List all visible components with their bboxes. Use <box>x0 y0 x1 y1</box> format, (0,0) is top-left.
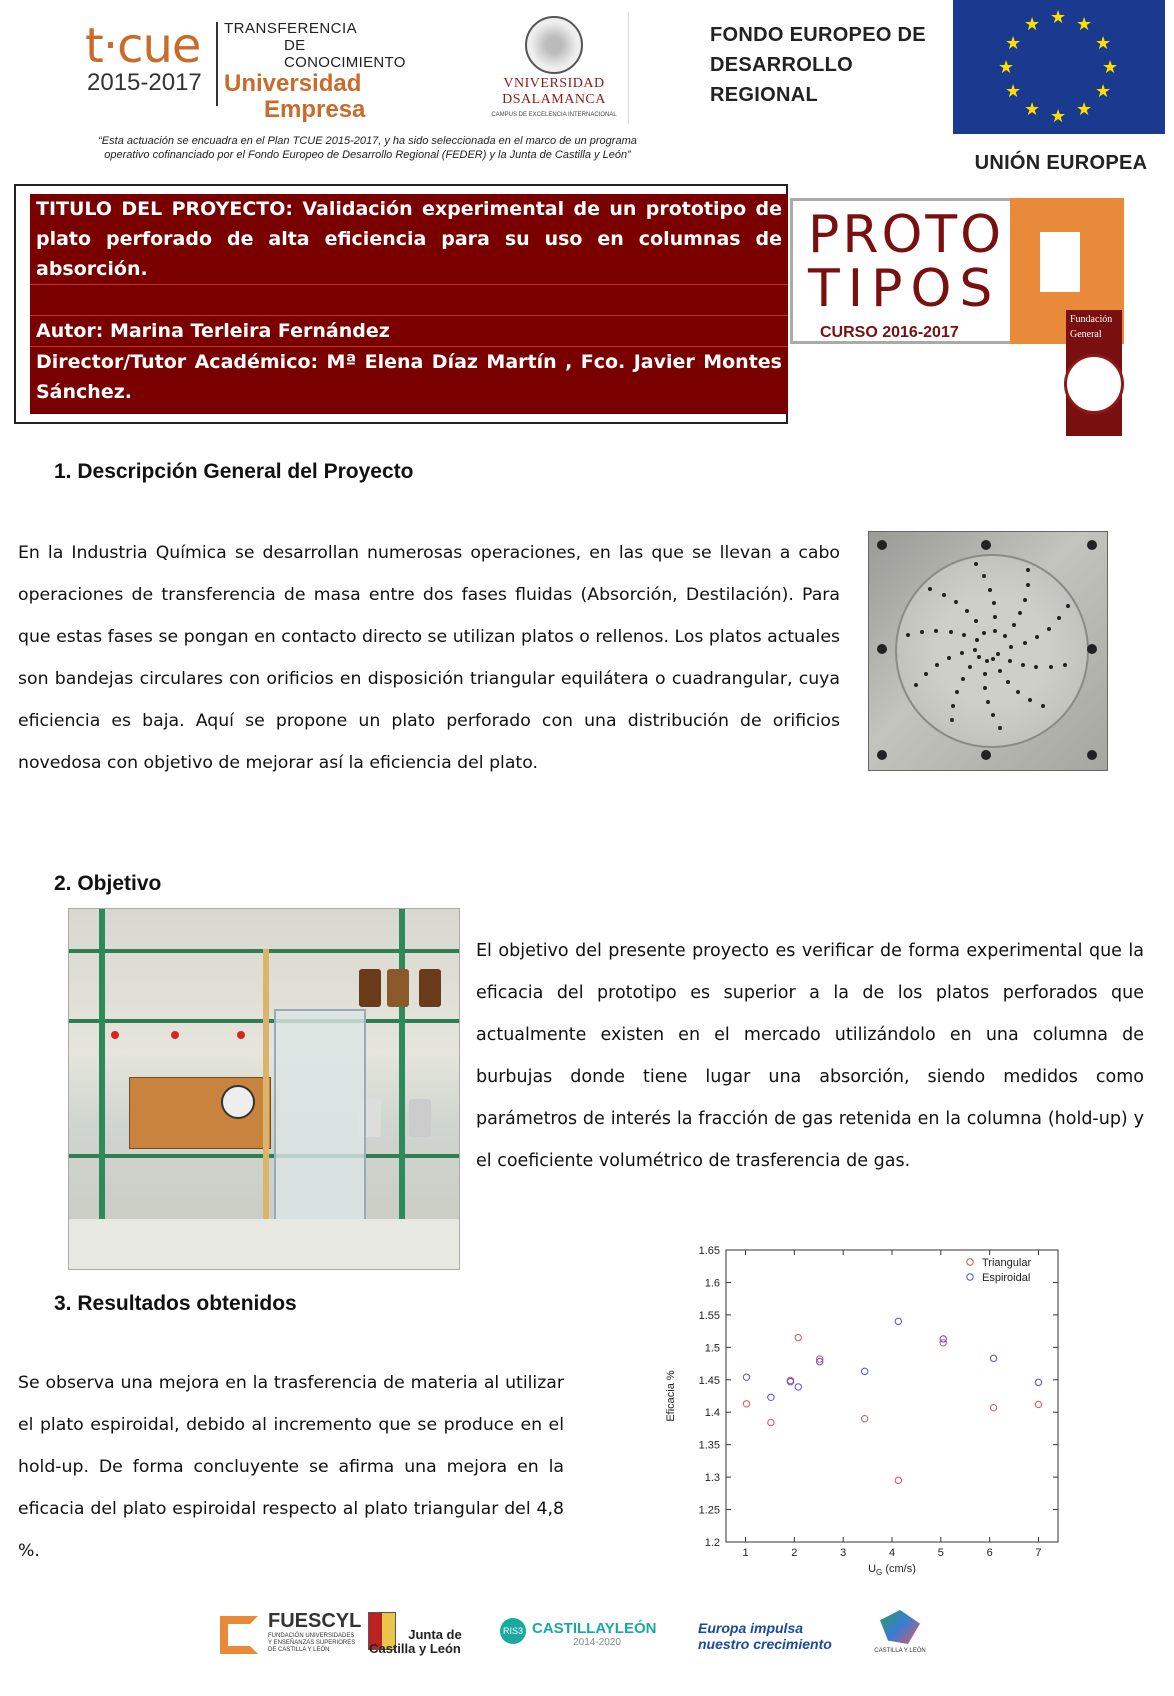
fuescyl-sub1: FUNDACIÓN UNIVERSIDADES <box>268 1633 355 1639</box>
plate-hole <box>983 686 987 690</box>
project-author: Autor: Marina Terleira Fernández <box>30 316 788 347</box>
eu-star-icon: ★ <box>1024 99 1041 119</box>
prototipos-word1: PROTO <box>808 205 1005 265</box>
measuring-rod <box>263 949 269 1219</box>
castilla-leon-icon <box>880 1610 920 1644</box>
university-seal-icon <box>525 16 583 74</box>
plate-hole <box>974 562 978 566</box>
tcue-text <box>224 20 414 123</box>
ris3-logo <box>532 1610 662 1666</box>
plate-hole <box>947 656 951 660</box>
red-valve-icon <box>171 1031 179 1039</box>
efficiency-chart <box>660 1240 1080 1580</box>
section-1-heading: 1. Descripción General del Proyecto <box>54 460 414 483</box>
plate-hole <box>950 718 954 722</box>
plate-hole <box>935 663 939 667</box>
plate-hole <box>1012 623 1016 627</box>
ris3-badge: RIS3 <box>500 1618 526 1644</box>
bottle <box>409 1099 431 1137</box>
bolt-icon <box>877 750 887 760</box>
bottle <box>359 969 381 1007</box>
fundacion-line1: Fundación <box>1070 314 1113 325</box>
plate-hole <box>1023 598 1027 602</box>
feder-line1: FONDO EUROPEO DE <box>710 24 926 46</box>
p-letter-stem <box>1010 198 1040 344</box>
junta-text <box>360 1627 470 1696</box>
plate-hole <box>1026 583 1030 587</box>
eu-flag-icon <box>953 0 1165 134</box>
bolt-icon <box>981 540 991 550</box>
plate-hole <box>998 726 1002 730</box>
perforated-plate-photo <box>868 531 1108 771</box>
eu-star-icon: ★ <box>1005 33 1022 53</box>
section-3-body-wrap <box>18 1362 564 1572</box>
plate-hole <box>998 669 1002 673</box>
fuescyl-sub3: DE CASTILLA Y LEÓN <box>268 1647 330 1653</box>
ris3-name: CASTILLAYLEÓN <box>532 1620 657 1637</box>
europa-line1: Europa impulsa <box>698 1620 804 1636</box>
bolt-icon <box>1087 644 1097 654</box>
x-tick-label: 5 <box>937 1547 944 1559</box>
plate-hole <box>1021 663 1025 667</box>
plate-hole <box>1049 665 1053 669</box>
plate-hole <box>1023 641 1027 645</box>
plate-hole <box>985 659 989 663</box>
bolt-icon <box>981 750 991 760</box>
lab-post <box>99 909 105 1269</box>
usal-name2: DSALAMANCA <box>502 92 606 107</box>
y-tick-label: 1.2 <box>704 1537 720 1549</box>
plate-hole <box>973 648 977 652</box>
plate-hole <box>982 631 986 635</box>
section-2-body-wrap <box>476 930 1144 1182</box>
tcue-line1: TRANSFERENCIA <box>224 20 358 37</box>
plate-hole <box>988 588 992 592</box>
plate-hole <box>1035 635 1039 639</box>
y-tick-label: 1.5 <box>704 1342 720 1355</box>
tcue-line3: Universidad <box>224 70 362 97</box>
junta-line1: Junta de <box>408 1627 462 1642</box>
project-title: TITULO DEL PROYECTO: Validación experimental de un prototipo de plato perforado de alta eficiencia para su uso en columnas de absorción. <box>30 194 788 285</box>
plate-hole <box>955 690 959 694</box>
tcue-line4: Empresa <box>264 96 366 123</box>
castilla-leon-logo <box>860 1610 940 1666</box>
x-tick-label: 6 <box>986 1547 993 1559</box>
plate-hole <box>928 587 932 591</box>
eu-star-icon: ★ <box>1005 81 1022 101</box>
tcue-line2: DE CONOCIMIENTO <box>284 37 406 71</box>
plot-area <box>726 1250 1058 1542</box>
y-tick-label: 1.45 <box>698 1374 720 1387</box>
usal-tagline: CAMPUS DE EXCELENCIA INTERNACIONAL <box>491 112 617 118</box>
junta-line2: Castilla y León <box>369 1641 461 1656</box>
plate-hole <box>949 630 953 634</box>
plate-hole <box>962 633 966 637</box>
fuescyl-icon <box>220 1610 264 1666</box>
eu-star-icon: ★ <box>1076 14 1093 34</box>
ris3-years: 2014-2020 <box>573 1637 621 1648</box>
fundacion-general-badge <box>1066 310 1122 436</box>
x-tick-label: 1 <box>742 1547 749 1559</box>
y-tick-label: 1.35 <box>698 1439 720 1452</box>
bolt-icon <box>1087 750 1097 760</box>
castilla-leon-text: CASTILLA Y LEÓN <box>874 1648 926 1654</box>
feder-line2: DESARROLLO <box>710 54 853 76</box>
usal-name1: VNIVERSIDAD <box>503 76 605 91</box>
fundacion-line2: General <box>1070 329 1102 340</box>
plate-hole <box>942 593 946 597</box>
prototipos-course: CURSO 2016-2017 <box>820 324 959 341</box>
lab-bench <box>69 1219 459 1269</box>
plate-circle <box>895 554 1089 748</box>
section-3-heading: 3. Resultados obtenidos <box>54 1292 297 1315</box>
section-2-body: El objetivo del presente proyecto es verificar de forma experimental que la eficacia del prototipo es superior a la de los platos perforados que actualmente existen en el mercado utilizándolo en una columna de burbujas donde tiene lugar una absorción, siendo medidos como parámetros de interés la fracción de gas retenida en la columna (hold-up) y el coeficiente volumétrico de trasferencia de gas. <box>476 941 1144 1171</box>
eu-star-icon: ★ <box>1095 33 1112 53</box>
bottle <box>419 969 441 1007</box>
plate-hole <box>1016 690 1020 694</box>
section-1-body: En la Industria Química se desarrollan numerosas operaciones, en las que se llevan a cabo operaciones de transferencia de masa entre dos fases fluidas (Absorción, Destilación). Para que estas fases se pongan en contacto directo se utilizan platos o rellenos. Los platos actuales son bandejas circulares con orificios en disposición triangular equilátera o cuadrangular, cuya eficiencia es baja. Aquí se propone un plato perforado con una distribución de orificios novedosa con objetivo de mejorar así la eficiencia del plato. <box>18 543 840 773</box>
funding-quote <box>45 134 690 162</box>
bolt-icon <box>1087 540 1097 550</box>
plate-hole <box>1063 663 1067 667</box>
project-title-box <box>14 184 788 424</box>
europa-line2: nuestro crecimiento <box>698 1636 832 1652</box>
funding-quote-line1: “Esta actuación se encuadra en el Plan TCUE 2015-2017, y ha sido seleccionada en el marco de un programa <box>98 135 637 147</box>
eu-star-icon: ★ <box>1050 7 1067 27</box>
lab-column-photo <box>68 908 460 1270</box>
section-2-heading: 2. Objetivo <box>54 872 162 895</box>
fuescyl-sub2: Y ENSEÑANZAS SUPERIORES <box>268 1640 356 1646</box>
eu-star-icon: ★ <box>1076 99 1093 119</box>
project-director: Director/Tutor Académico: Mª Elena Díaz Martín , Fco. Javier Montes Sánchez. <box>36 351 782 403</box>
eu-star-icon: ★ <box>1024 14 1041 34</box>
y-tick-label: 1.6 <box>704 1277 720 1290</box>
y-tick-label: 1.4 <box>704 1407 720 1420</box>
eu-star-icon: ★ <box>998 57 1015 77</box>
plate-hole <box>991 713 995 717</box>
eu-label: UNIÓN EUROPEA <box>974 152 1148 174</box>
bubble-column <box>274 1009 366 1238</box>
feder-line3: REGIONAL <box>710 84 818 106</box>
europa-impulsa-logo <box>676 1610 836 1666</box>
lab-post <box>399 909 405 1269</box>
bottle <box>387 969 409 1007</box>
x-tick-label: 3 <box>840 1547 847 1559</box>
y-tick-label: 1.3 <box>704 1472 720 1485</box>
plate-hole <box>960 651 964 655</box>
pressure-gauge-icon <box>221 1085 255 1119</box>
eu-star-icon: ★ <box>1095 81 1112 101</box>
x-tick-label: 4 <box>888 1547 896 1559</box>
red-valve-icon <box>111 1031 119 1039</box>
tcue-logo-years: 2015-2017 <box>87 69 202 96</box>
tcue-logo <box>85 18 235 108</box>
y-tick-label: 1.65 <box>698 1245 720 1257</box>
university-seal-icon <box>1064 354 1124 414</box>
ris3-icon <box>500 1610 530 1666</box>
tcue-divider <box>216 22 218 106</box>
eu-star-icon: ★ <box>1050 106 1067 126</box>
section-1-body-wrap <box>18 532 840 784</box>
x-tick-label: 2 <box>791 1547 798 1559</box>
plate-hole <box>1008 659 1012 663</box>
plate-hole <box>1028 698 1032 702</box>
y-tick-label: 1.25 <box>698 1504 720 1517</box>
plate-hole <box>975 638 979 642</box>
prototipos-logo <box>790 198 1152 440</box>
plate-hole <box>983 672 987 676</box>
project-title-panel <box>30 194 788 414</box>
x-axis-label: $U_G$ (cm/s) <box>868 1563 916 1577</box>
plate-hole <box>920 630 924 634</box>
fuescyl-logo <box>268 1610 362 1666</box>
legend-label: Espiroidal <box>982 1272 1031 1284</box>
bolt-icon <box>877 540 887 550</box>
y-axis-label: Eficacia % <box>665 1370 677 1422</box>
funding-quote-line2: operativo cofinanciado por el Fondo Europeo de Desarrollo Regional (FEDER) y la Junta de Castilla y León” <box>104 149 631 161</box>
eu-star-icon: ★ <box>1102 57 1119 77</box>
red-valve-icon <box>237 1031 245 1039</box>
bolt-icon <box>877 644 887 654</box>
legend-label: Triangular <box>982 1257 1032 1269</box>
plate-hole <box>1047 627 1051 631</box>
plate-hole <box>993 629 997 633</box>
feder-text <box>710 20 950 110</box>
section-3-body: Se observa una mejora en la trasferencia de materia al utilizar el plato espiroidal, debido al incremento que se produce en el hold-up. De forma concluyente se afirma una mejora en la eficacia del plato espiroidal respecto al plato triangular del 4,8 %. <box>18 1373 564 1561</box>
y-tick-label: 1.55 <box>698 1309 720 1322</box>
fuescyl-name: FUESCYL <box>268 1610 362 1632</box>
plate-hole <box>951 704 955 708</box>
x-tick-label: 7 <box>1035 1547 1042 1559</box>
usal-logo <box>480 12 629 124</box>
plate-hole <box>986 700 990 704</box>
footer-logos <box>0 1610 1174 1670</box>
efficiency-scatter-plot <box>660 1240 1080 1580</box>
tcue-logo-name: t·cue <box>85 18 201 74</box>
prototipos-word2: TIPOS <box>808 259 1001 319</box>
plate-hole <box>961 677 965 681</box>
title-spacer <box>30 285 788 316</box>
